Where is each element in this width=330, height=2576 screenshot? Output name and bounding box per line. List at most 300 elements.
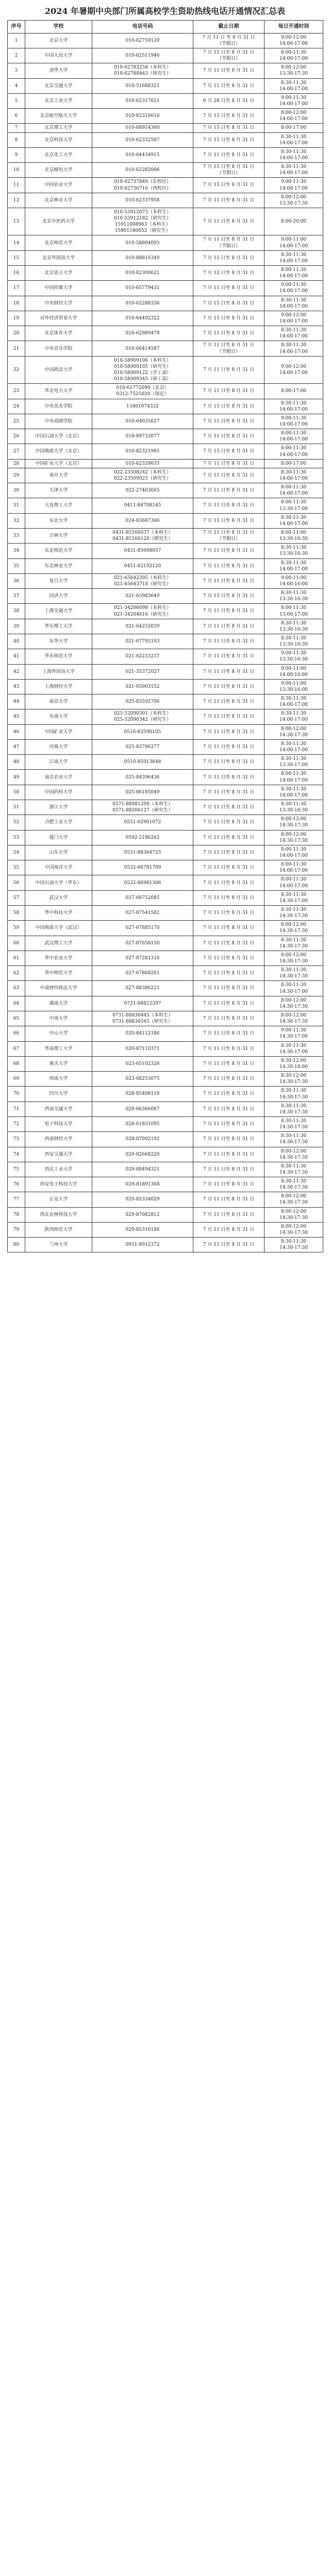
cell-phone bbox=[92, 281, 193, 296]
cell-date-line: 7 月 11 日至 8 月 31 日 bbox=[203, 759, 255, 765]
cell-time-line: 8:30-11:30 bbox=[280, 1118, 307, 1124]
cell-date bbox=[193, 326, 265, 341]
cell-time-line: 14:00-17:00 bbox=[279, 491, 308, 497]
table-row bbox=[8, 936, 323, 951]
cell-date bbox=[193, 356, 265, 384]
cell-school: 重庆大学 bbox=[25, 1056, 92, 1071]
cell-time-line: 8:00-12:00 bbox=[280, 1209, 307, 1214]
cell-no: 41 bbox=[8, 649, 25, 664]
cell-date-line: 7 月 15 日至 8 月 31 日 bbox=[203, 164, 255, 170]
cell-time-line: 14:30-17:30 bbox=[279, 1140, 308, 1145]
cell-time bbox=[265, 1222, 323, 1237]
table-row bbox=[8, 890, 323, 905]
cell-school: 华中农业大学 bbox=[25, 951, 92, 965]
cell-school: 中国人民大学 bbox=[25, 48, 92, 63]
cell-phone bbox=[92, 573, 193, 588]
cell-time-line: 14:30-17:30 bbox=[279, 928, 308, 934]
table-row bbox=[8, 739, 323, 754]
cell-phone bbox=[92, 649, 193, 664]
cell-time-line: 14:30-17:30 bbox=[279, 958, 308, 964]
cell-time-line: 8:00-12:00 bbox=[280, 1194, 307, 1199]
cell-phone bbox=[92, 78, 193, 93]
cell-school: 东华大学 bbox=[25, 634, 92, 649]
cell-date bbox=[193, 890, 265, 905]
cell-no: 12 bbox=[8, 193, 25, 208]
cell-time-line: 8:30-11:30 bbox=[280, 937, 307, 943]
cell-school: 中国地质大学（北京） bbox=[25, 444, 92, 459]
table-row bbox=[8, 266, 323, 281]
table-row bbox=[8, 785, 323, 800]
cell-date bbox=[193, 709, 265, 724]
cell-time bbox=[265, 906, 323, 921]
cell-phone-line: 025-86185049 bbox=[125, 789, 160, 795]
cell-phone bbox=[92, 604, 193, 619]
cell-date bbox=[193, 124, 265, 132]
cell-time-line: 8:00-17:00 bbox=[280, 125, 307, 131]
cell-date-line: 7 月 11 日至 8 月 31 日 bbox=[203, 472, 255, 478]
cell-time bbox=[265, 513, 323, 528]
cell-date-line: 7 月 11 日至 8 月 31 日 bbox=[203, 1091, 255, 1097]
cell-phone-line: 010-53912182（研究生） bbox=[113, 216, 172, 222]
cell-no: 49 bbox=[8, 770, 25, 785]
cell-school: 四川大学 bbox=[25, 1087, 92, 1101]
cell-time-line: 14:00-17:00 bbox=[279, 258, 308, 264]
cell-date-line: 7 月 11 日至 8 月 31 日 bbox=[203, 850, 255, 855]
cell-time-line: 14:00-17:00 bbox=[279, 185, 308, 191]
cell-time bbox=[265, 178, 323, 193]
cell-phone bbox=[92, 936, 193, 951]
table-row bbox=[8, 132, 323, 147]
cell-time bbox=[265, 459, 323, 468]
cell-time-line: 14:30-17:30 bbox=[279, 974, 308, 979]
cell-time bbox=[265, 1041, 323, 1056]
cell-phone-line: 021-34206098（本科生） bbox=[113, 605, 172, 611]
cell-date-line: 7 月 11 日至 8 月 31 日 bbox=[203, 1242, 255, 1248]
cell-date bbox=[193, 1026, 265, 1041]
cell-time bbox=[265, 193, 323, 208]
cell-date-line: 7 月 11 日至 8 月 31 日 bbox=[203, 1166, 255, 1172]
cell-phone-line: 0431-85098037 bbox=[124, 548, 161, 554]
cell-date-line: 6 月 28 日至 8 月 31 日 bbox=[203, 98, 255, 104]
cell-phone-line: 010-62737849（东校区） bbox=[113, 179, 172, 185]
cell-date bbox=[193, 528, 265, 543]
table-row bbox=[8, 78, 323, 93]
cell-date bbox=[193, 619, 265, 634]
cell-phone bbox=[92, 966, 193, 981]
cell-no: 67 bbox=[8, 1041, 25, 1056]
table-row bbox=[8, 664, 323, 679]
cell-school: 北京科技大学 bbox=[25, 132, 92, 147]
cell-phone bbox=[92, 414, 193, 429]
cell-time-line: 8:00-20:00 bbox=[280, 219, 307, 225]
cell-phone-line: 010-62317021 bbox=[125, 98, 160, 104]
cell-phone-line: 010-82321985 bbox=[125, 449, 160, 454]
cell-date-line: 7 月 11 日至 8 月 31 日 bbox=[203, 955, 255, 961]
cell-date-line: 7 月 11 日至 8 月 31 日 bbox=[203, 488, 255, 494]
cell-no: 68 bbox=[8, 1056, 25, 1071]
cell-time-line: 8:30-11:30 bbox=[280, 982, 307, 988]
cell-time bbox=[265, 1087, 323, 1101]
cell-date bbox=[193, 468, 265, 483]
cell-time bbox=[265, 709, 323, 724]
cell-time-line: 8:00-11:30 bbox=[280, 49, 307, 55]
cell-phone-line: 010-51688321 bbox=[125, 83, 160, 89]
cell-date bbox=[193, 208, 265, 235]
cell-phone bbox=[92, 830, 193, 845]
cell-school: 上海财经大学 bbox=[25, 679, 92, 694]
cell-phone-line: 010-58909106（本科生） bbox=[113, 358, 172, 363]
cell-time-line: 14:00-17:00 bbox=[279, 792, 308, 798]
cell-phone bbox=[92, 468, 193, 483]
cell-date-line: 7 月 11 日至 8 月 31 日 bbox=[203, 684, 255, 689]
cell-time bbox=[265, 1238, 323, 1252]
cell-time bbox=[265, 604, 323, 619]
table-row bbox=[8, 589, 323, 604]
cell-no: 63 bbox=[8, 981, 25, 996]
cell-date-line: 7 月 11 日至 8 月 31 日 bbox=[203, 1182, 255, 1188]
cell-time-line: 9:00-11:30 bbox=[280, 179, 307, 185]
cell-time bbox=[265, 78, 323, 93]
cell-phone bbox=[92, 709, 193, 724]
cell-school: 西南财经大学 bbox=[25, 1132, 92, 1147]
cell-time-line: 14:00-17:00 bbox=[279, 101, 308, 107]
cell-school: 华东师范大学 bbox=[25, 649, 92, 664]
cell-time-line: 8:00-12:00 bbox=[280, 1148, 307, 1154]
cell-time-line: 8:30-11:30 bbox=[280, 149, 307, 155]
cell-no: 55 bbox=[8, 860, 25, 875]
cell-date-line: 7 月 11 日至 8 月 31 日 bbox=[203, 880, 255, 886]
cell-no: 80 bbox=[8, 1238, 25, 1252]
table-row bbox=[8, 1207, 323, 1222]
cell-no: 65 bbox=[8, 1011, 25, 1026]
cell-time bbox=[265, 830, 323, 845]
cell-phone-line: 022-23509025（研究生） bbox=[113, 476, 172, 481]
cell-time-line: 13:30-16:00 bbox=[279, 687, 308, 692]
cell-time-line: 8:30-11:30 bbox=[280, 892, 307, 897]
cell-date-line: （节假日） bbox=[217, 536, 240, 542]
cell-no: 51 bbox=[8, 800, 25, 815]
cell-no: 47 bbox=[8, 739, 25, 754]
table-row bbox=[8, 429, 323, 444]
cell-time-line: 14:00-17:00 bbox=[279, 883, 308, 889]
table-row bbox=[8, 604, 323, 619]
cell-time bbox=[265, 63, 323, 78]
cell-time-line: 8:00-11:00 bbox=[280, 530, 307, 535]
cell-no: 37 bbox=[8, 589, 25, 604]
cell-time-line: 8:30-11:30 bbox=[280, 328, 307, 333]
cell-date bbox=[193, 311, 265, 326]
table-row bbox=[8, 845, 323, 860]
cell-phone bbox=[92, 1072, 193, 1087]
cell-school: 中国政法大学 bbox=[25, 356, 92, 384]
cell-time-line: 14:00-17:00 bbox=[279, 748, 308, 753]
cell-time-line: 14:00-17:00 bbox=[279, 155, 308, 161]
cell-phone-line: 025-83786277 bbox=[125, 744, 160, 750]
cell-time bbox=[265, 399, 323, 414]
cell-time bbox=[265, 1147, 323, 1162]
cell-time-line: 14:00-17:00 bbox=[279, 243, 308, 249]
cell-time bbox=[265, 132, 323, 147]
cell-time bbox=[265, 33, 323, 48]
cell-school: 吉林大学 bbox=[25, 528, 92, 543]
cell-phone-line: 010-62332507 bbox=[125, 137, 160, 143]
cell-no: 66 bbox=[8, 1026, 25, 1041]
cell-time-line: 8:00-12:00 bbox=[280, 194, 307, 200]
table-row bbox=[8, 48, 323, 63]
cell-no: 76 bbox=[8, 1177, 25, 1192]
cell-date-line: 7 月 15 日至 8 月 31 日 bbox=[203, 594, 255, 599]
table-row bbox=[8, 770, 323, 785]
cell-phone-line: 13401074332 bbox=[126, 403, 159, 409]
cell-date bbox=[193, 399, 265, 414]
cell-time bbox=[265, 755, 323, 770]
cell-time bbox=[265, 384, 323, 399]
cell-time bbox=[265, 311, 323, 326]
cell-phone bbox=[92, 785, 193, 800]
cell-time-line: 14:00-17:00 bbox=[279, 476, 308, 481]
cell-date bbox=[193, 235, 265, 250]
cell-no: 53 bbox=[8, 830, 25, 845]
cell-time bbox=[265, 498, 323, 513]
cell-date bbox=[193, 459, 265, 468]
cell-date bbox=[193, 573, 265, 588]
cell-phone bbox=[92, 33, 193, 48]
cell-phone-line: 021-65642395（本科生） bbox=[113, 575, 172, 581]
cell-date bbox=[193, 755, 265, 770]
cell-time-line: 13:30-17:30 bbox=[279, 71, 308, 77]
cell-phone-line: 027-67885170 bbox=[125, 925, 160, 931]
cell-time bbox=[265, 1026, 323, 1041]
cell-time-line: 8:30-11:30 bbox=[280, 620, 307, 626]
cell-date bbox=[193, 996, 265, 1011]
cell-no: 39 bbox=[8, 619, 25, 634]
cell-time-line: 14:00-17:00 bbox=[279, 521, 308, 527]
cell-time-line: 14:00-17:00 bbox=[279, 56, 308, 62]
cell-phone-line: 0551-62901072 bbox=[124, 820, 161, 825]
cell-date bbox=[193, 739, 265, 754]
cell-date bbox=[193, 281, 265, 296]
cell-phone bbox=[92, 208, 193, 235]
cell-school: 中国传媒大学 bbox=[25, 281, 92, 296]
cell-school: 北京体育大学 bbox=[25, 326, 92, 341]
cell-date bbox=[193, 1162, 265, 1177]
cell-no: 64 bbox=[8, 996, 25, 1011]
cell-date-line: 7 月 11 日至 8 月 31 日 bbox=[203, 669, 255, 674]
cell-time-line: 8:00-12:00 bbox=[280, 817, 307, 822]
cell-time-line: 13:30-16:30 bbox=[279, 808, 308, 814]
cell-phone bbox=[92, 444, 193, 459]
cell-date-line: 7 月 11 日至 8 月 31 日 bbox=[203, 608, 255, 614]
cell-date bbox=[193, 163, 265, 178]
cell-school: 北京语言大学 bbox=[25, 266, 92, 281]
cell-phone bbox=[92, 513, 193, 528]
cell-date bbox=[193, 860, 265, 875]
cell-time-line: 14:00-17:00 bbox=[279, 334, 308, 340]
cell-school: 中国矿业大学（北京） bbox=[25, 459, 92, 468]
cell-time-line: 13:30-17:00 bbox=[279, 506, 308, 512]
cell-time bbox=[265, 266, 323, 281]
cell-no: 9 bbox=[8, 147, 25, 162]
cell-time-line: 8:30-11:30 bbox=[280, 786, 307, 792]
cell-phone bbox=[92, 1011, 193, 1026]
cell-phone bbox=[92, 875, 193, 890]
cell-phone-line: 023-65102326 bbox=[125, 1061, 160, 1066]
cell-phone bbox=[92, 356, 193, 384]
cell-time-line: 14:30-17:30 bbox=[279, 943, 308, 949]
cell-time-line: 8:00-11:30 bbox=[280, 846, 307, 852]
table-row bbox=[8, 178, 323, 193]
cell-time-line: 14:30-17:30 bbox=[279, 838, 308, 843]
cell-time-line: 14:00-17:00 bbox=[279, 566, 308, 572]
cell-date-line: 7 月 11 日至 8 月 31 日 bbox=[203, 331, 255, 336]
cell-time-line: 14:30-17:30 bbox=[279, 1170, 308, 1175]
cell-date-line: 7 月 15 日至 8 月 31 日 bbox=[203, 125, 255, 131]
cell-date bbox=[193, 800, 265, 815]
cell-school: 山东大学 bbox=[25, 845, 92, 860]
cell-phone-line: 010-62736716（西校区） bbox=[113, 185, 172, 191]
cell-phone-line: 021-34204616（研究生） bbox=[113, 612, 172, 617]
cell-no: 4 bbox=[8, 78, 25, 93]
cell-time-line: 8:00-11:30 bbox=[280, 431, 307, 436]
column-header-no: 序号 bbox=[8, 21, 25, 33]
cell-phone bbox=[92, 311, 193, 326]
cell-phone-line: 029-87082812 bbox=[125, 1212, 160, 1217]
cell-no: 24 bbox=[8, 399, 25, 414]
cell-phone-line: 025-84396436 bbox=[125, 774, 160, 780]
table-row bbox=[8, 1177, 323, 1192]
cell-school: 北京化工大学 bbox=[25, 147, 92, 162]
cell-time-line: 14:30-17:30 bbox=[279, 732, 308, 738]
cell-phone bbox=[92, 93, 193, 108]
cell-time bbox=[265, 414, 323, 429]
cell-time bbox=[265, 589, 323, 604]
cell-date bbox=[193, 1222, 265, 1237]
cell-phone-line: 010-58909345（研工部） bbox=[113, 377, 172, 382]
cell-date-line: 7 月 11 日至 8 月 31 日 bbox=[203, 1122, 255, 1127]
cell-phone-line: 0411-84708145 bbox=[124, 503, 161, 509]
cell-phone-line: 027-88386221 bbox=[125, 986, 160, 991]
table-row bbox=[8, 250, 323, 265]
cell-school: 湖南大学 bbox=[25, 996, 92, 1011]
cell-school: 北京林业大学 bbox=[25, 193, 92, 208]
cell-time-line: 14:30-17:30 bbox=[279, 913, 308, 919]
cell-time-line: 9:00-12:00 bbox=[280, 364, 307, 369]
cell-date bbox=[193, 815, 265, 830]
cell-no: 42 bbox=[8, 664, 25, 679]
cell-school: 中南大学 bbox=[25, 1011, 92, 1026]
cell-phone-line: 0510-85913648 bbox=[124, 759, 161, 765]
cell-school: 北京工业大学 bbox=[25, 93, 92, 108]
cell-school: 北京邮电大学 bbox=[25, 163, 92, 178]
table-row bbox=[8, 208, 323, 235]
cell-date bbox=[193, 33, 265, 48]
cell-school: 东北师范大学 bbox=[25, 544, 92, 558]
cell-phone-line: 010-64492322 bbox=[125, 315, 160, 321]
cell-school: 中国海洋大学 bbox=[25, 860, 92, 875]
cell-school: 北京航空航天大学 bbox=[25, 109, 92, 124]
cell-date bbox=[193, 770, 265, 785]
cell-no: 21 bbox=[8, 341, 25, 356]
cell-time-line: 9:00-11:30 bbox=[280, 415, 307, 421]
table-row bbox=[8, 1072, 323, 1087]
cell-date bbox=[193, 429, 265, 444]
cell-school: 北京外国语大学 bbox=[25, 250, 92, 265]
cell-no: 79 bbox=[8, 1222, 25, 1237]
cell-phone-line: 027-67868261 bbox=[125, 971, 160, 976]
cell-phone bbox=[92, 235, 193, 250]
cell-time-line: 14:30-17:30 bbox=[279, 1109, 308, 1115]
cell-school: 河海大学 bbox=[25, 739, 92, 754]
cell-date bbox=[193, 951, 265, 965]
cell-phone-line: 029-85310186 bbox=[125, 1227, 160, 1232]
cell-school: 武汉大学 bbox=[25, 890, 92, 905]
cell-date bbox=[193, 785, 265, 800]
cell-phone-line: 0731-88830445（本科生） bbox=[112, 1012, 173, 1018]
cell-phone bbox=[92, 800, 193, 815]
column-header-time: 每日开通时间 bbox=[265, 21, 323, 33]
cell-time-line: 14:30-17:00 bbox=[279, 1049, 308, 1055]
cell-school: 西北农林科技大学 bbox=[25, 1207, 92, 1222]
cell-phone bbox=[92, 341, 193, 356]
cell-school: 北京师范大学 bbox=[25, 235, 92, 250]
cell-no: 45 bbox=[8, 709, 25, 724]
cell-time bbox=[265, 528, 323, 543]
cell-date-line: 7 月 11 日至 8 月 31 日 bbox=[203, 68, 255, 74]
cell-date-line: 7 月 11 日至 8 月 31 日 bbox=[203, 503, 255, 509]
cell-time-line: 8:00-12:00 bbox=[280, 832, 307, 837]
table-row bbox=[8, 544, 323, 558]
cell-no: 13 bbox=[8, 208, 25, 235]
cell-time-line: 14:00-16:00 bbox=[279, 581, 308, 587]
cell-phone bbox=[92, 429, 193, 444]
cell-time bbox=[265, 235, 323, 250]
cell-date-line: 7 月 11 日至 8 月 31 日 bbox=[203, 805, 255, 810]
cell-time-line: 9:00-12:00 bbox=[280, 312, 307, 318]
cell-no: 30 bbox=[8, 483, 25, 498]
cell-phone bbox=[92, 906, 193, 921]
table-row bbox=[8, 755, 323, 770]
cell-school: 华南理工大学 bbox=[25, 1041, 92, 1056]
cell-time-line: 13:00-17:00 bbox=[279, 612, 308, 617]
cell-phone bbox=[92, 193, 193, 208]
cell-date-line: 7 月 11 日至 8 月 31 日 bbox=[203, 563, 255, 569]
cell-phone-line: 021-62233237 bbox=[125, 654, 160, 659]
cell-time-line: 8:30-12:00 bbox=[280, 1058, 307, 1063]
cell-time-line: 8:00-12:00 bbox=[280, 110, 307, 116]
cell-date bbox=[193, 341, 265, 356]
cell-no: 1 bbox=[8, 33, 25, 48]
cell-school: 中央美术学院 bbox=[25, 399, 92, 414]
cell-phone bbox=[92, 815, 193, 830]
table-row bbox=[8, 709, 323, 724]
cell-time bbox=[265, 981, 323, 996]
cell-date-line: 7 月 11 日至 8 月 31 日 bbox=[203, 623, 255, 629]
cell-phone bbox=[92, 384, 193, 399]
cell-date bbox=[193, 483, 265, 498]
table-row bbox=[8, 996, 323, 1011]
cell-phone-line: 022-27403665 bbox=[125, 488, 160, 494]
cell-date-line: 7 月 11 日至 8 月 31 日 bbox=[203, 219, 255, 225]
table-row bbox=[8, 1192, 323, 1207]
cell-no: 23 bbox=[8, 384, 25, 399]
table-row bbox=[8, 619, 323, 634]
cell-school: 西南大学 bbox=[25, 1072, 92, 1087]
cell-time-line: 8:30-11:30 bbox=[280, 907, 307, 912]
cell-time-line: 13:30-16:30 bbox=[279, 551, 308, 557]
cell-time-line: 8:30-11:30 bbox=[280, 252, 307, 258]
cell-school: 同济大学 bbox=[25, 589, 92, 604]
cell-date-line: 7 月 11 日至 8 月 31 日 bbox=[203, 1076, 255, 1082]
